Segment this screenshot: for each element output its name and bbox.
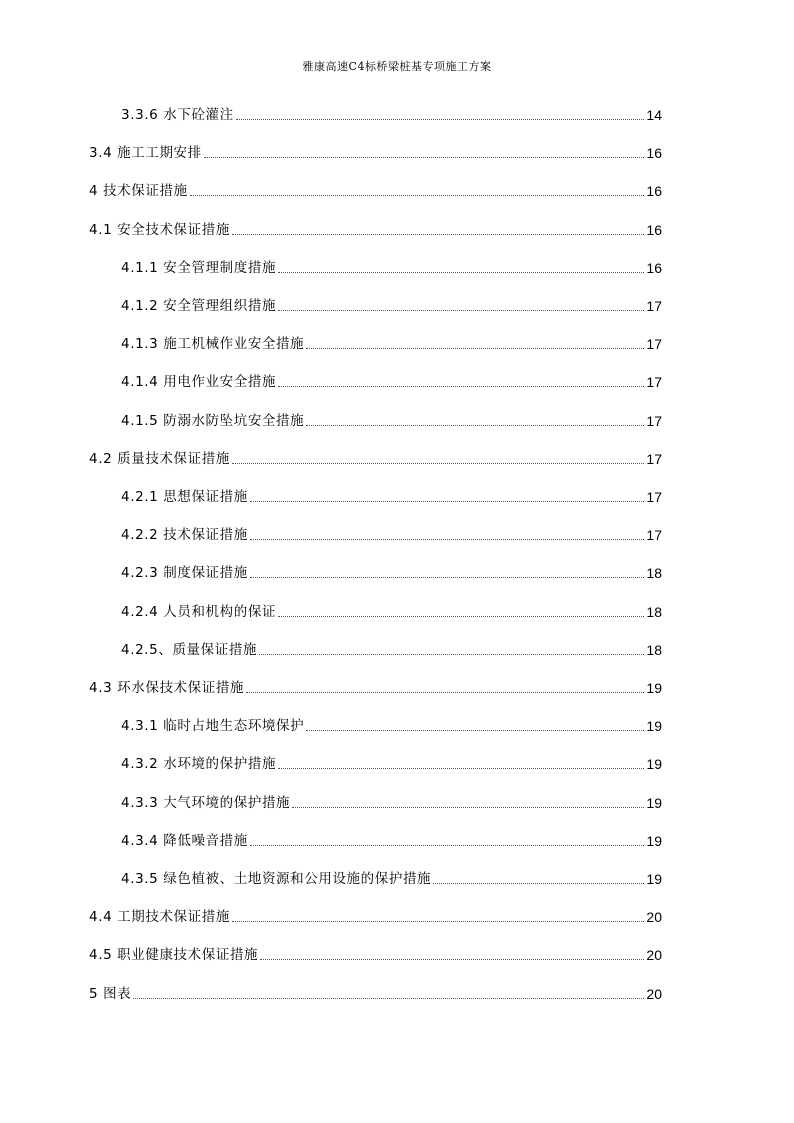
toc-entry-page-number: 17 [646, 527, 662, 544]
toc-entry[interactable] [121, 639, 662, 661]
toc-entry-title: 4.3.5 绿色植被、土地资源和公用设施的保护措施 [121, 871, 432, 887]
toc-entry-page-number: 18 [646, 565, 662, 582]
toc-dot-leader [246, 691, 644, 693]
toc-entry-page-number: 14 [646, 107, 662, 123]
toc-entry-title: 4.1.3 施工机械作业安全措施 [121, 336, 305, 353]
toc-entry-title: 4.2.5、质量保证措施 [121, 641, 258, 658]
toc-dot-leader [236, 118, 645, 120]
toc-entry-page-number: 19 [646, 756, 662, 773]
toc-entry-title: 4.3.1 临时占地生态环境保护 [121, 718, 305, 735]
toc-entry-title: 4.3 环水保技术保证措施 [89, 680, 245, 696]
toc-entry[interactable] [121, 257, 662, 279]
toc-entry-page-number: 20 [646, 985, 662, 1002]
toc-dot-leader [232, 462, 644, 464]
toc-entry-page-number: 16 [646, 145, 662, 162]
toc-entry-page-number: 16 [646, 183, 662, 200]
toc-dot-leader [433, 882, 644, 884]
toc-entry-title: 4.2.3 制度保证措施 [121, 565, 248, 582]
toc-entry-page-number: 16 [646, 221, 662, 238]
toc-dot-leader [292, 806, 644, 808]
toc-entry-title: 4.1.5 防溺水防坠坑安全措施 [121, 412, 305, 429]
toc-dot-leader [278, 767, 644, 769]
toc-entry-title: 4.1.4 用电作业安全措施 [121, 374, 277, 391]
toc-entry-title: 4.1.2 安全管理组织措施 [121, 298, 277, 314]
toc-entry[interactable] [121, 830, 662, 852]
toc-dot-leader [306, 424, 644, 426]
page-header: 雅康高速C4标桥梁桩基专项施工方案 [302, 60, 492, 73]
toc-entry[interactable] [89, 677, 662, 699]
toc-dot-leader [250, 844, 645, 846]
toc-entry-page-number: 16 [646, 259, 662, 276]
toc-entry-page-number: 17 [646, 336, 662, 353]
toc-dot-leader [278, 615, 644, 617]
toc-entry-title: 4.2.1 思想保证措施 [121, 489, 248, 505]
toc-entry-page-number: 19 [646, 794, 662, 811]
toc-dot-leader [278, 385, 644, 387]
toc-entry[interactable] [121, 295, 662, 317]
toc-entry-title: 4.3.2 水环境的保护措施 [121, 756, 277, 773]
toc-entry-title: 3.4 施工工期安排 [89, 145, 202, 162]
toc-entry[interactable] [121, 753, 662, 775]
toc-entry-title: 4.2.4 人员和机构的保证 [121, 603, 277, 620]
toc-entry-page-number: 17 [646, 489, 662, 505]
toc-entry-page-number: 17 [646, 298, 662, 314]
toc-entry[interactable] [89, 142, 662, 164]
toc-entry[interactable] [121, 715, 662, 737]
toc-entry[interactable] [89, 983, 662, 1005]
toc-entry-page-number: 19 [646, 718, 662, 735]
toc-entry-title: 4.4 工期技术保证措施 [89, 909, 230, 926]
toc-entry[interactable] [121, 562, 662, 584]
toc-entry-page-number: 20 [646, 909, 662, 926]
toc-entry[interactable] [89, 448, 662, 470]
toc-dot-leader [278, 271, 644, 273]
toc-entry-page-number: 19 [646, 832, 662, 849]
toc-dot-leader [306, 729, 644, 731]
toc-entry-title: 4.3.4 降低噪音措施 [121, 832, 248, 849]
toc-dot-leader [250, 576, 645, 578]
toc-dot-leader [232, 920, 644, 922]
toc-entry-title: 5 图表 [89, 985, 132, 1002]
toc-entry[interactable] [121, 524, 662, 546]
toc-entry-title: 4.2 质量技术保证措施 [89, 450, 230, 467]
toc-entry-page-number: 17 [646, 374, 662, 391]
toc-dot-leader [190, 194, 645, 196]
toc-entry[interactable] [121, 104, 662, 126]
toc-entry-title: 4.1 安全技术保证措施 [89, 221, 230, 238]
toc-entry[interactable] [89, 906, 662, 928]
toc-dot-leader [278, 309, 644, 311]
toc-entry[interactable] [121, 410, 662, 432]
toc-dot-leader [133, 997, 644, 999]
toc-entry[interactable] [89, 180, 662, 202]
toc-entry-title: 3.3.6 水下砼灌注 [121, 107, 234, 123]
toc-dot-leader [259, 653, 644, 655]
toc-entry-page-number: 18 [646, 641, 662, 658]
toc-entry[interactable] [89, 944, 662, 966]
toc-entry[interactable] [121, 371, 662, 393]
toc-entry-title: 4 技术保证措施 [89, 183, 188, 200]
toc-dot-leader [204, 156, 645, 158]
toc-entry-title: 4.5 职业健康技术保证措施 [89, 947, 259, 964]
toc-entry[interactable] [121, 792, 662, 814]
toc-entry-title: 4.1.1 安全管理制度措施 [121, 259, 277, 276]
toc-dot-leader [250, 500, 645, 502]
toc-entry-page-number: 19 [646, 871, 662, 887]
toc-entry-title: 4.3.3 大气环境的保护措施 [121, 794, 291, 811]
toc-entry-page-number: 20 [646, 947, 662, 964]
toc-entry[interactable] [121, 333, 662, 355]
toc-dot-leader [306, 347, 644, 349]
toc-entry-title: 4.2.2 技术保证措施 [121, 527, 248, 544]
toc-dot-leader [232, 233, 644, 235]
toc-entry[interactable] [121, 601, 662, 623]
toc-entry[interactable] [121, 486, 662, 508]
toc-dot-leader [260, 958, 644, 960]
toc-dot-leader [250, 538, 645, 540]
toc-entry[interactable] [121, 868, 662, 890]
toc-entry-page-number: 19 [646, 680, 662, 696]
toc-entry[interactable] [89, 219, 662, 241]
toc-entry-page-number: 18 [646, 603, 662, 620]
toc-entry-page-number: 17 [646, 412, 662, 429]
toc-entry-page-number: 17 [646, 450, 662, 467]
